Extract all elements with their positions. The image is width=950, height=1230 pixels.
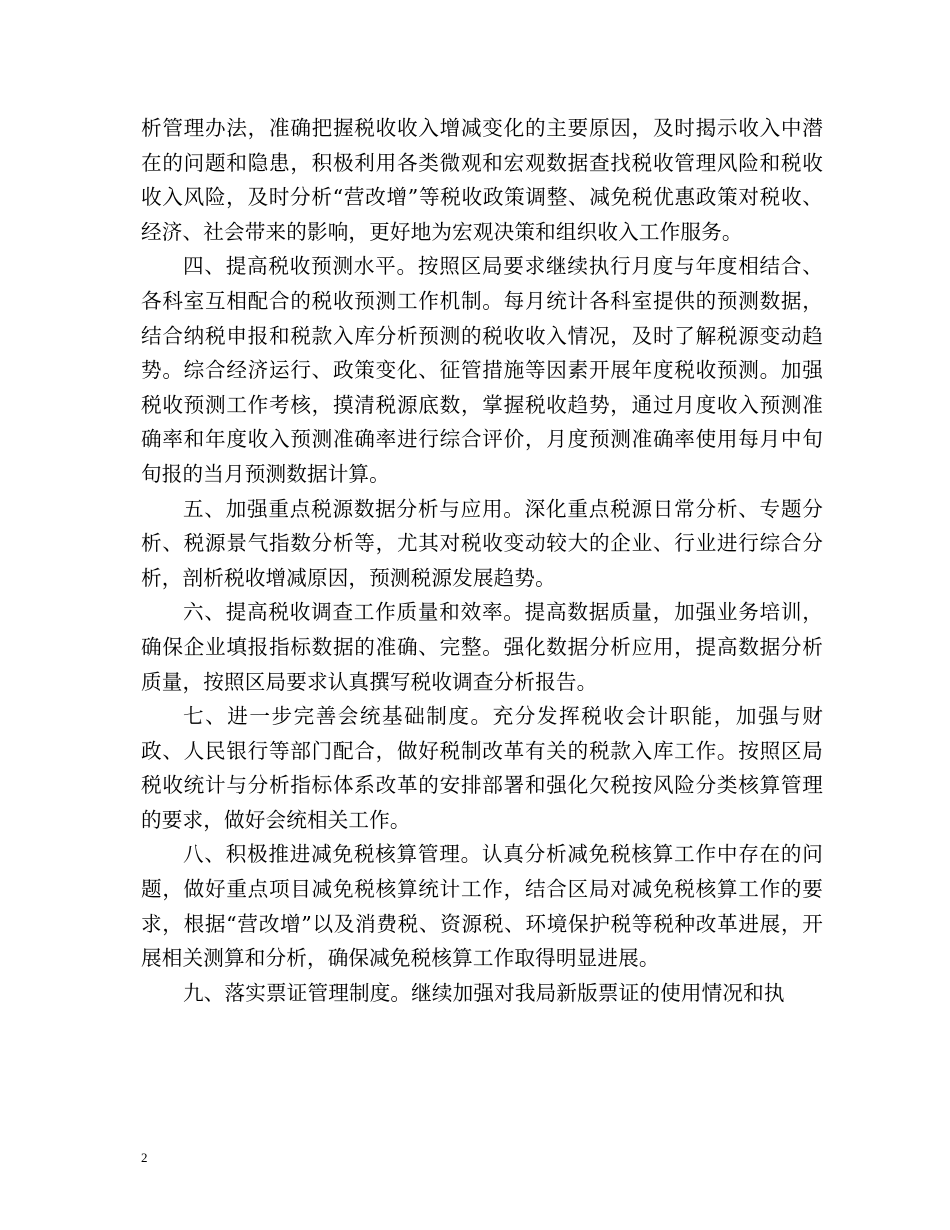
paragraph-section-9: 九、落实票证管理制度。继续加强对我局新版票证的使用情况和执 <box>183 980 785 1005</box>
page-number: 2 <box>141 1150 148 1165</box>
paragraph-section-8: 八、积极推进减免税核算管理。认真分析减免税核算工作中存在的问题，做好重点项目减免税核算统计工作，结合区局对减免税核算工作的要求，根据“营改增”以及消费税、资源税、环境保护税等税种改革进展，开展相关测算和分析，确保减免税核算工作取得明显进展。 <box>141 842 823 971</box>
paragraph-section-4: 四、提高税收预测水平。按照区局要求继续执行月度与年度相结合、各科室互相配合的税收预测工作机制。每月统计各科室提供的预测数据，结合纳税申报和税款入库分析预测的税收收入情况，及时了解税源变动趋势。综合经济运行、政策变化、征管措施等因素开展年度税收预测。加强税收预测工作考核，摸清税源底数，掌握税收趋势，通过月度收入预测准确率和年度收入预测准确率进行综合评价，月度预测准确率使用每月中旬旬报的当月预测数据计算。 <box>141 254 823 486</box>
paragraph-section-7: 七、进一步完善会统基础制度。充分发挥税收会计职能，加强与财政、人民银行等部门配合，做好税制改革有关的税款入库工作。按照区局税收统计与分析指标体系改革的安排部署和强化欠税按风险分类核算管理的要求，做好会统相关工作。 <box>141 704 823 832</box>
paragraph-section-6: 六、提高税收调查工作质量和效率。提高数据质量，加强业务培训，确保企业填报指标数据的准确、完整。强化数据分析应用，提高数据分析质量，按照区局要求认真撰写税收调查分析报告。 <box>141 600 823 694</box>
document-body <box>141 111 823 1010</box>
paragraph-continuation: 析管理办法，准确把握税收收入增减变化的主要原因，及时揭示收入中潜在的问题和隐患，积极利用各类微观和宏观数据查找税收管理风险和税收收入风险，及时分析“营改增”等税收政策调整、减免税优惠政策对税收、经济、社会带来的影响，更好地为宏观决策和组织收入工作服务。 <box>141 116 823 244</box>
paragraph-section-5: 五、加强重点税源数据分析与应用。深化重点税源日常分析、专题分析、税源景气指数分析等，尤其对税收变动较大的企业、行业进行综合分析，剖析税收增减原因，预测税源发展趋势。 <box>141 496 823 590</box>
